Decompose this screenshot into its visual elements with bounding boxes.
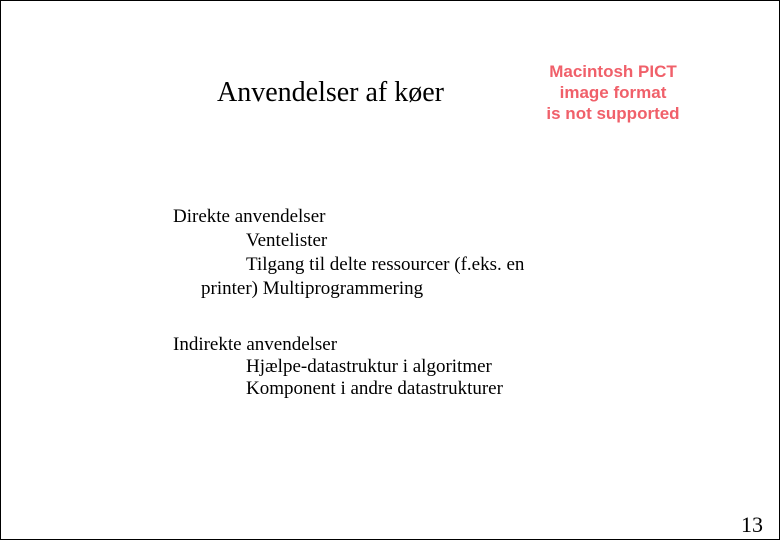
placeholder-line-2: image format [559, 83, 667, 102]
placeholder-line-3: is not supported [546, 104, 680, 123]
unsupported-image-placeholder [541, 61, 685, 124]
page-number: 13 [741, 512, 763, 537]
direct-uses-heading: Direkte anvendelser [173, 206, 326, 227]
placeholder-line-1: Macintosh PICT [549, 62, 677, 81]
direct-use-waiting-lists: Ventelister [246, 230, 328, 251]
indirect-use-component: Komponent i andre datastrukturer [246, 378, 503, 399]
indirect-use-auxiliary-structure: Hjælpe-datastruktur i algoritmer [246, 356, 492, 377]
slide-title: Anvendelser af køer [217, 77, 445, 108]
direct-use-shared-resources-continued: printer) Multiprogrammering [201, 278, 424, 299]
indirect-uses-heading: Indirekte anvendelser [173, 334, 338, 355]
direct-use-shared-resources: Tilgang til delte ressourcer (f.eks. en [246, 254, 525, 275]
